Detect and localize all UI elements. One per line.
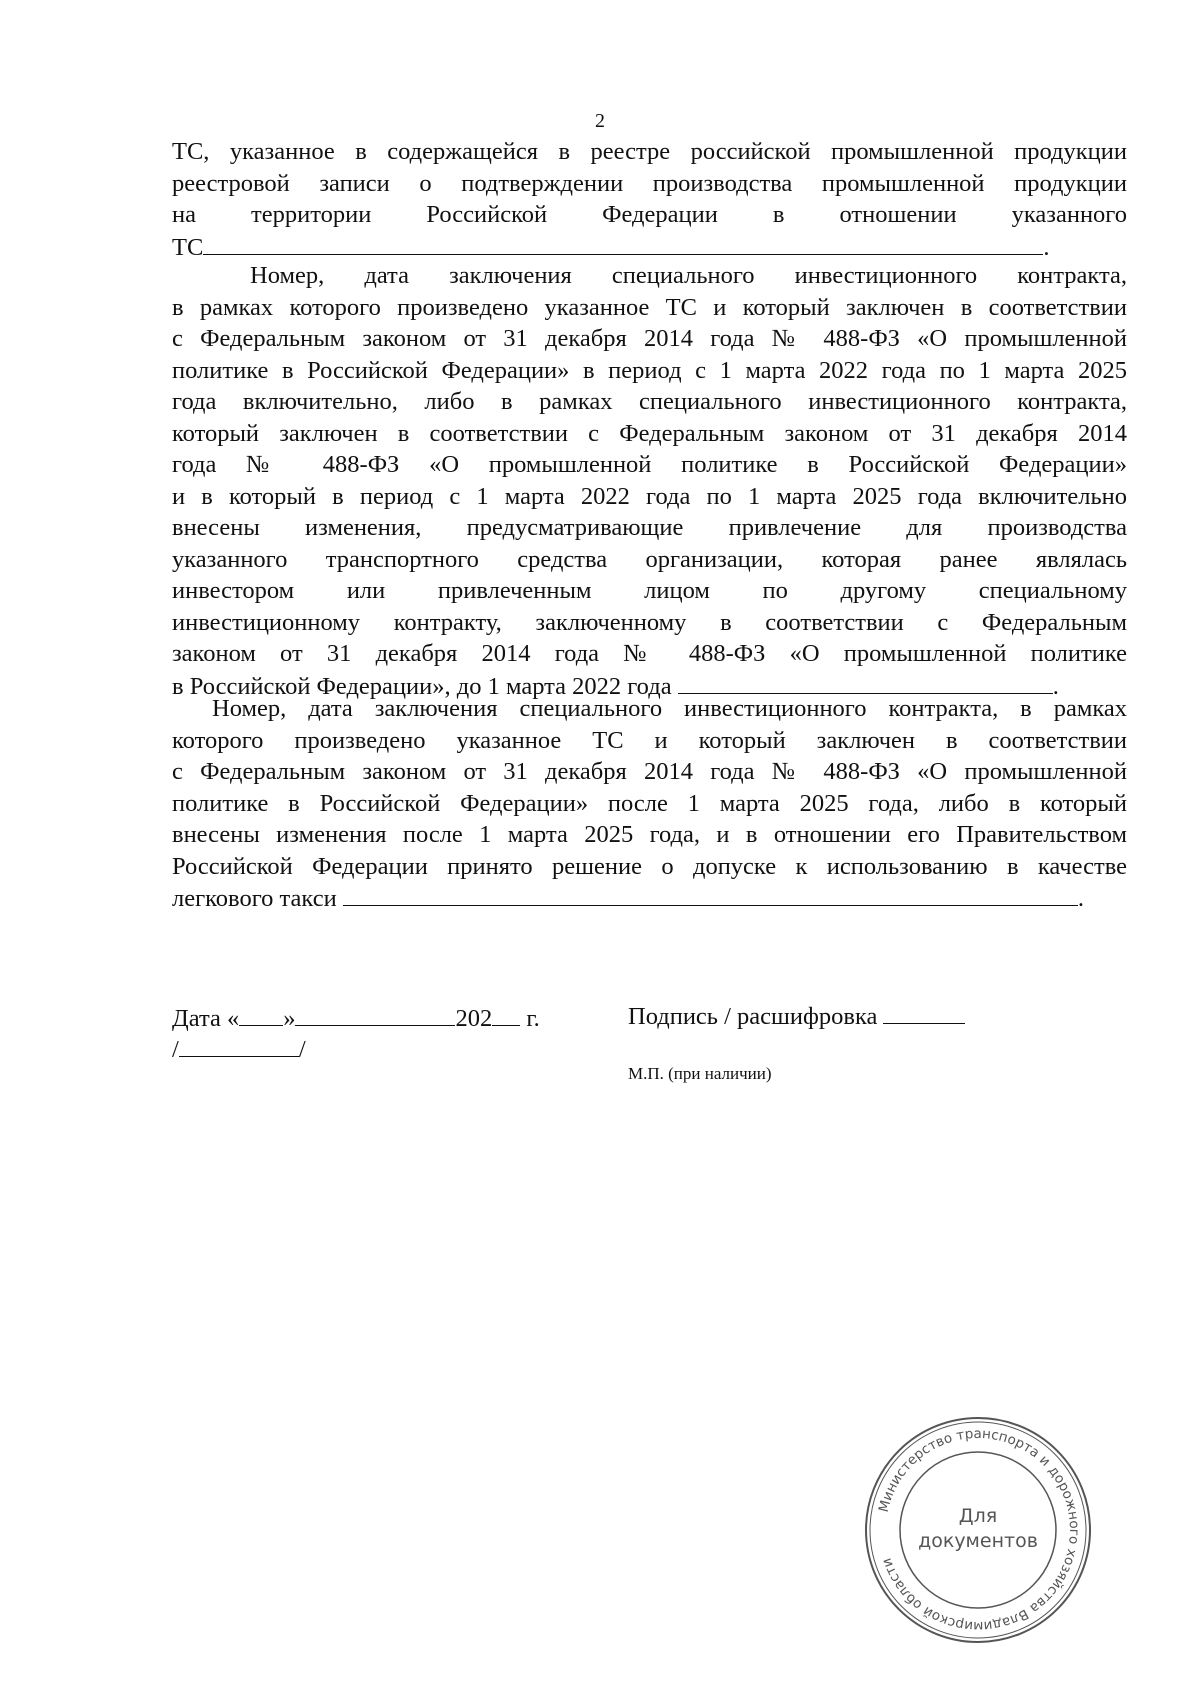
- text-line: и в который в период с 1 марта 2022 года по 1 марта 2025 года включительно: [172, 482, 1127, 510]
- signature-blank: [883, 1000, 965, 1024]
- paragraph-ts-registry: [172, 136, 1127, 263]
- text-line: внесены изменения, предусматривающие привлечение для производства: [172, 514, 1127, 541]
- text-line: Российской Федерации принято решение о допуске к использованию в качестве: [172, 852, 1127, 880]
- signature-label: Подпись / расшифровка: [628, 1003, 878, 1030]
- fill-in-blank: [203, 231, 1043, 255]
- text-line: года № 488-ФЗ «О промышленной политике в Российской Федерации»: [172, 451, 1127, 478]
- text-line: реестровой записи о подтверждении производства промышленной продукции: [172, 169, 1127, 197]
- text-line: который заключен в соответствии с Федеральным законом от 31 декабря 2014: [172, 419, 1127, 447]
- text-line: Номер, дата заключения специального инвестиционного контракта, в рамках: [212, 695, 1127, 722]
- text-line: в рамках которого произведено указанное ТС и который заключен в соответствии: [172, 293, 1127, 321]
- text-line: на территории Российской Федерации в отношении указанного: [172, 201, 1127, 228]
- seal-ring-text: Министерство транспорта и дорожного хозяйства Владимирской области: [875, 1425, 1083, 1635]
- slash-close: /: [298, 1036, 306, 1063]
- transcript-blank: [179, 1033, 299, 1057]
- slash-open: /: [172, 1036, 179, 1063]
- text-line: инвестором или привлеченным лицом по другому специальному: [172, 577, 1127, 604]
- text-line: инвестиционному контракту, заключенному в соответствии с Федеральным: [172, 608, 1127, 636]
- line-suffix: .: [1052, 672, 1059, 700]
- text-line: внесены изменения после 1 марта 2025 года, и в отношении его Правительством: [172, 821, 1127, 848]
- text-line: ТС, указанное в содержащейся в реестре российской промышленной продукции: [172, 138, 1127, 165]
- text-line: с Федеральным законом от 31 декабря 2014 года № 488-ФЗ «О промышленной: [172, 325, 1127, 352]
- text-line: политике в Российской Федерации» в период с 1 марта 2022 года по 1 марта 2025: [172, 356, 1127, 384]
- official-seal-stamp: [858, 1410, 1098, 1650]
- text-line: Номер, дата заключения специального инвестиционного контракта,: [250, 262, 1127, 289]
- fill-in-blank: [678, 670, 1053, 694]
- line-prefix: легкового такси: [172, 885, 337, 912]
- text-line: законом от 31 декабря 2014 года № 488-ФЗ «О промышленной политике: [172, 640, 1127, 667]
- line-prefix: ТС: [172, 233, 204, 261]
- paragraph-contract-after-2025: [172, 693, 1127, 915]
- date-label: Дата «: [172, 1005, 240, 1032]
- page-number: 2: [595, 110, 605, 132]
- text-line-with-blank: [172, 231, 1127, 264]
- month-blank: [295, 1002, 455, 1026]
- day-blank: [239, 1002, 283, 1026]
- year-prefix: 202: [455, 1005, 493, 1032]
- fill-in-blank: [343, 882, 1078, 906]
- text-line: года включительно, либо в рамках специального инвестиционного контракта,: [172, 388, 1127, 415]
- seal-center-line2: документов: [918, 1530, 1038, 1552]
- quote-close: »: [283, 1005, 296, 1032]
- date-field-line: [172, 1002, 540, 1034]
- signature-transcript-line: [172, 1033, 306, 1065]
- line-suffix: .: [1077, 885, 1084, 912]
- year-blank: [492, 1002, 520, 1026]
- text-line: которого произведено указанное ТС и который заключен в соответствии: [172, 726, 1127, 754]
- text-line: политике в Российской Федерации» после 1 марта 2025 года, либо в который: [172, 789, 1127, 817]
- stamp-note: М.П. (при наличии): [628, 1064, 772, 1083]
- year-suffix: г.: [526, 1005, 540, 1032]
- text-line: с Федеральным законом от 31 декабря 2014 года № 488-ФЗ «О промышленной: [172, 758, 1127, 785]
- line-prefix: в Российской Федерации», до 1 марта 2022 года: [172, 672, 672, 700]
- seal-center-line1: Для: [958, 1505, 998, 1527]
- paragraph-contract-2022-2025: [172, 260, 1127, 702]
- line-suffix: .: [1043, 233, 1050, 261]
- text-line-with-blank: [172, 882, 1127, 915]
- text-line: указанного транспортного средства организации, которая ранее являлась: [172, 545, 1127, 573]
- signature-field-line: [628, 1000, 965, 1032]
